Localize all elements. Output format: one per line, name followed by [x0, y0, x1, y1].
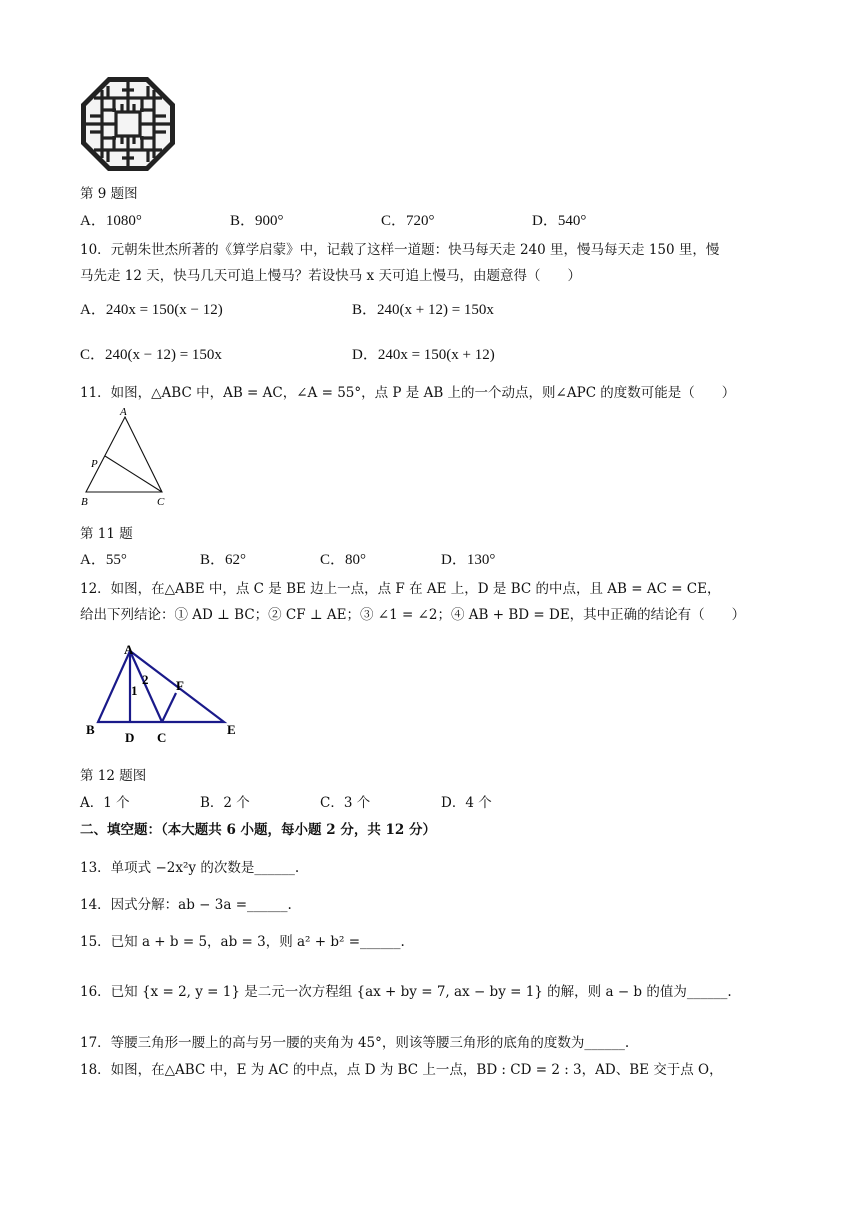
q12-label-e: E	[227, 722, 236, 737]
q12-label-f: F	[176, 678, 184, 693]
q11-label-b: B	[81, 496, 88, 508]
q13-text: 13．单项式 −2x²y 的次数是______.	[80, 860, 300, 876]
q12-option-d: D．4 个	[441, 795, 492, 811]
q12-option-b: B．2 个	[200, 795, 250, 811]
q11-label-c: C	[157, 496, 165, 508]
q12-caption: 第 12 题图	[80, 768, 147, 784]
q12-label-2: 2	[142, 672, 149, 687]
q12-label-1: 1	[131, 683, 138, 698]
q11-label-p: P	[91, 458, 98, 470]
q9-option-c: C．720°	[381, 213, 435, 229]
q12-label-b: B	[86, 722, 95, 737]
q9-option-a: A．1080°	[80, 213, 142, 229]
q11-label-a: A	[120, 406, 127, 418]
q10-option-d: D．240x = 150(x + 12)	[352, 347, 495, 363]
q10-stem-line2: 马先走 12 天，快马几天可追上慢马？若设快马 x 天可追上慢马，由题意得（ ）	[80, 268, 581, 284]
q11-option-a: A．55°	[80, 552, 127, 568]
q12-option-c: C．3 个	[320, 795, 371, 811]
q11-option-b: B．62°	[200, 552, 247, 568]
q10-option-b: B．240(x + 12) = 150x	[352, 302, 494, 318]
q11-option-c: C．80°	[320, 552, 367, 568]
q11-caption: 第 11 题	[80, 526, 133, 542]
q17-text: 17．等腰三角形一腰上的高与另一腰的夹角为 45°，则该等腰三角形的底角的度数为______.	[80, 1035, 630, 1051]
q10-option-a: A．240x = 150(x − 12)	[80, 302, 223, 318]
q12-label-a: A	[124, 642, 134, 657]
q14-text: 14．因式分解：ab − 3a =______.	[80, 897, 292, 913]
q11-option-d: D．130°	[441, 552, 496, 568]
q18-text: 18．如图，在△ABC 中，E 为 AC 的中点，点 D 为 BC 上一点，BD : CD = 2 : 3，AD、BE 交于点 O，	[80, 1062, 723, 1078]
q12-label-d: D	[125, 730, 135, 745]
q12-option-a: A．1 个	[80, 795, 130, 811]
fig9-caption: 第 9 题图	[80, 186, 138, 202]
fig9-lattice-window	[80, 76, 176, 172]
q9-option-d: D．540°	[532, 213, 587, 229]
q9-option-b: B．900°	[230, 213, 284, 229]
section-fill-in-heading: 二、填空题：（本大题共 6 小题，每小题 2 分，共 12 分）	[80, 822, 437, 838]
q16-text: 16．已知 {x = 2, y = 1} 是二元一次方程组 {ax + by = 7, ax − by = 1} 的解，则 a − b 的值为______.	[80, 984, 732, 1000]
q10-stem-line1: 10．元朝朱世杰所著的《算学启蒙》中，记载了这样一道题：快马每天走 240 里，慢马每天走 150 里，慢	[80, 242, 720, 258]
q15-text: 15．已知 a + b = 5，ab = 3，则 a² + b² =______.	[80, 934, 405, 950]
q10-option-c: C．240(x − 12) = 150x	[80, 347, 222, 363]
q12-label-c: C	[157, 730, 167, 745]
q12-stem-line2: 给出下列结论：① AD ⊥ BC；② CF ⊥ AE；③ ∠1 = ∠2；④ AB + BD = DE，其中正确的结论有（ ）	[80, 607, 746, 623]
q11-stem: 11．如图，△ABC 中，AB = AC，∠A = 55°，点 P 是 AB 上的一个动点，则∠APC 的度数可能是（ ）	[80, 385, 736, 401]
q12-triangle-figure	[80, 638, 250, 748]
q12-stem-line1: 12．如图，在△ABE 中，点 C 是 BE 边上一点，点 F 在 AE 上，D 是 BC 的中点，且 AB = AC = CE，	[80, 581, 721, 597]
q11-triangle-figure	[78, 404, 178, 512]
